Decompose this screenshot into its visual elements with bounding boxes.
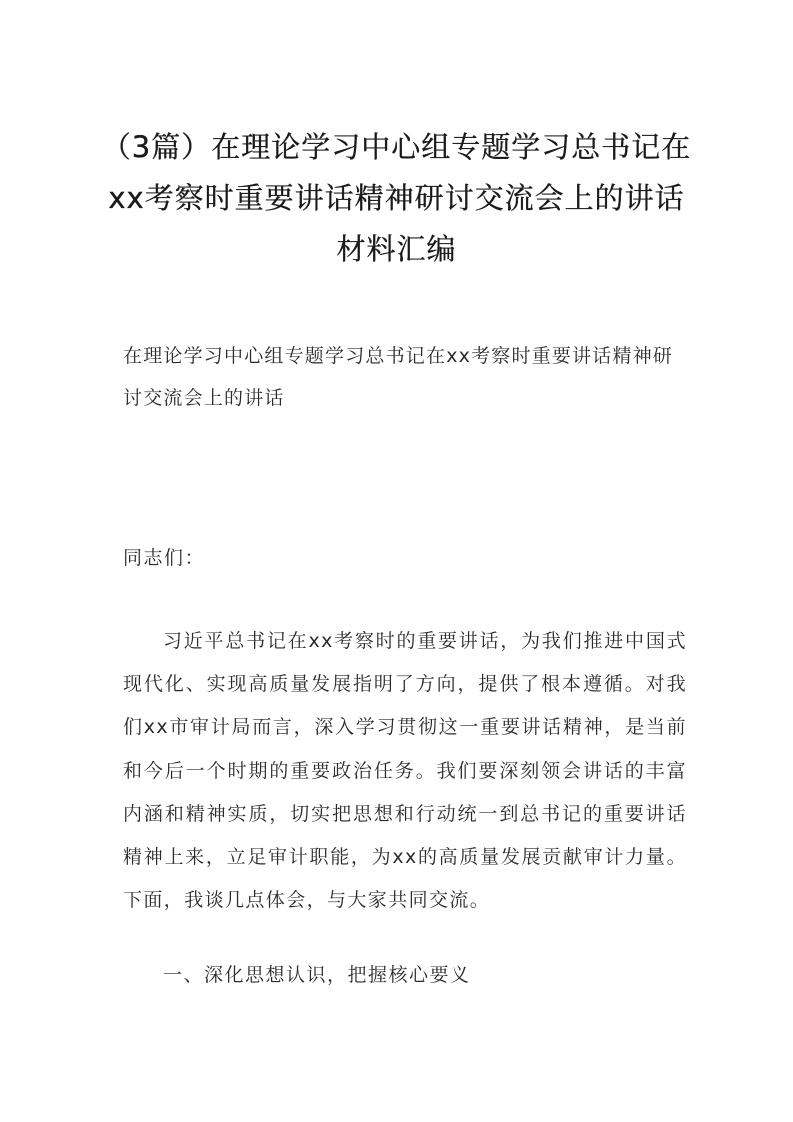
section-heading: 一、深化思想认识，把握核心要义	[163, 964, 471, 986]
document-title: （3篇）在理论学习中心组专题学习总书记在xx考察时重要讲话精神研讨交流会上的讲话材料汇编	[101, 130, 692, 266]
salutation: 同志们：	[123, 547, 206, 569]
body-paragraph: 习近平总书记在xx考察时的重要讲话，为我们推进中国式现代化、实现高质量发展指明了方向，提供了根本遵循。对我们xx市审计局而言，深入学习贯彻这一重要讲话精神，是当前和今后一个时期的重要政治任务。我们要深刻领会讲话的丰富内涵和精神实质，切实把思想和行动统一到总书记的重要讲话精神上来，立足审计职能，为xx的高质量发展贡献审计力量。下面，我谈几点体会，与大家共同交流。	[123, 630, 687, 912]
speech-subtitle: 在理论学习中心组专题学习总书记在xx考察时重要讲话精神研讨交流会上的讲话	[123, 345, 674, 409]
